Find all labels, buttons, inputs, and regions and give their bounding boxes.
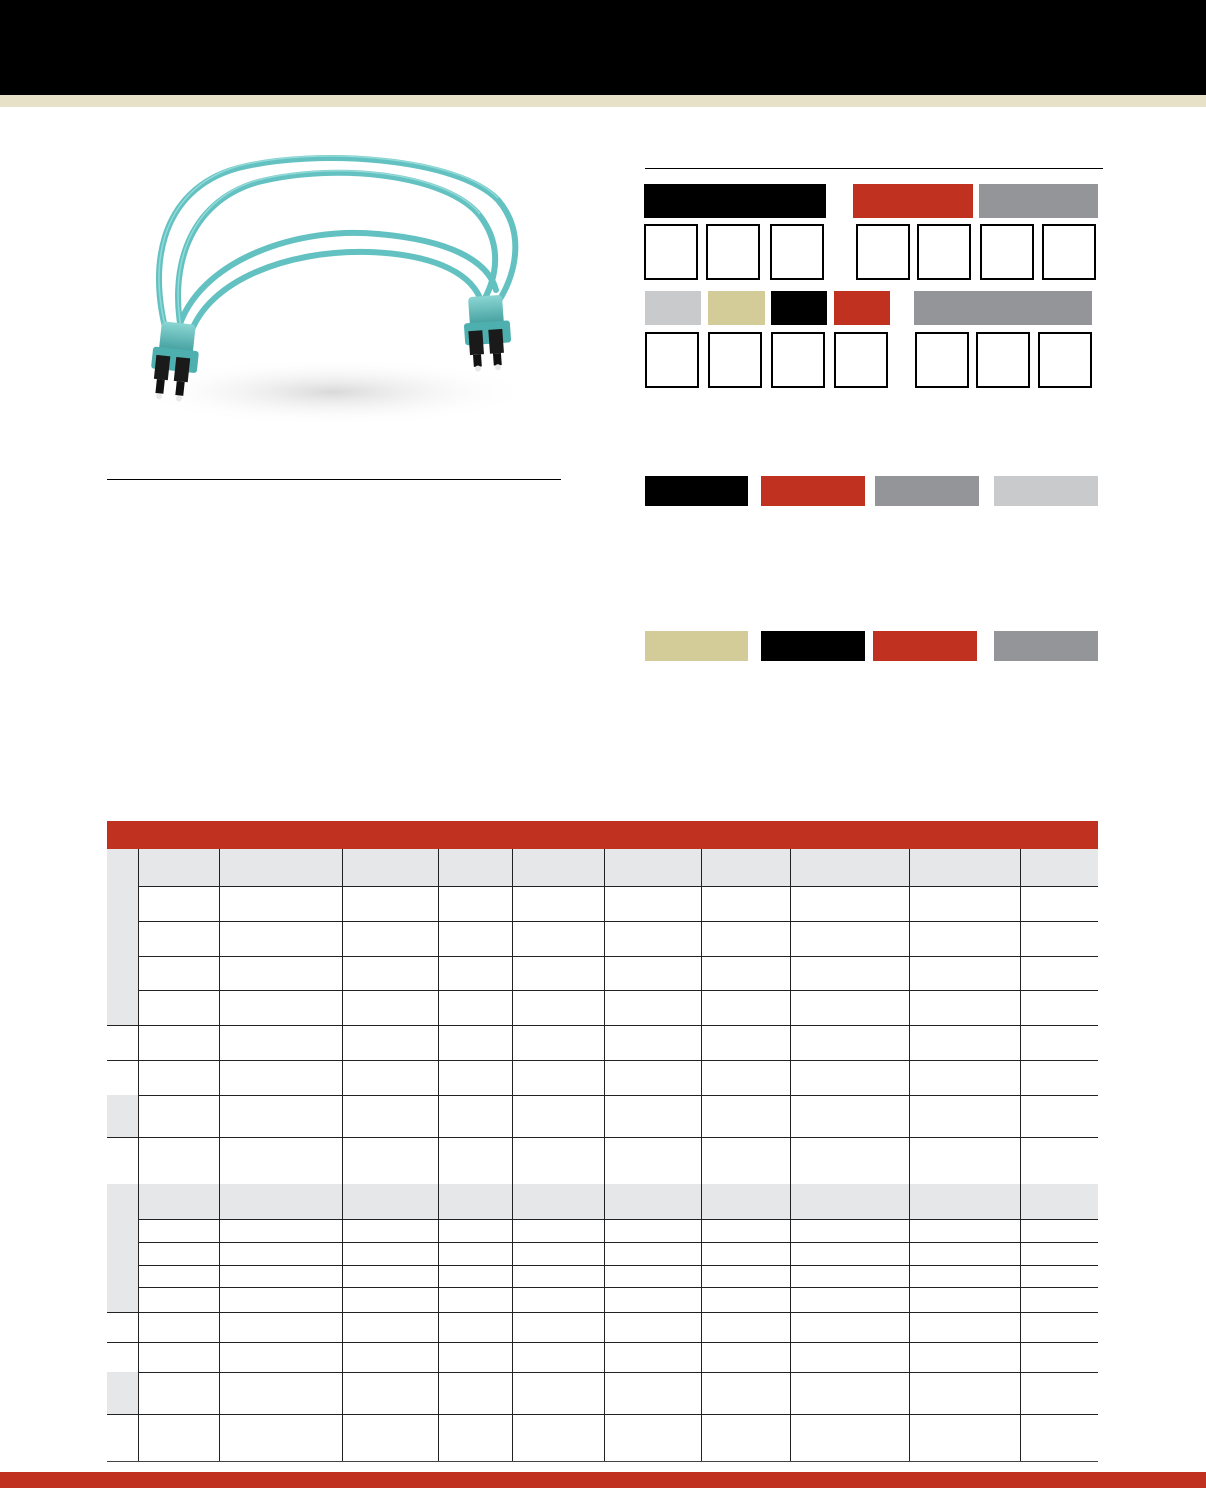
table-row (107, 1025, 1098, 1061)
spec-table-header (107, 821, 1098, 849)
spec-table (107, 849, 1098, 1461)
option-group-header-red (853, 184, 973, 218)
option-box[interactable] (915, 332, 969, 388)
legend-swatch-red (761, 476, 865, 506)
color-swatch-red (834, 291, 890, 325)
row-group-label-cell (107, 1372, 138, 1414)
options-divider (645, 168, 1103, 169)
table-row (107, 1372, 1098, 1415)
option-box[interactable] (834, 332, 888, 388)
option-box[interactable] (645, 332, 699, 388)
description-divider (107, 479, 561, 480)
spec-table-column-header-row (107, 849, 1098, 887)
table-row (107, 1060, 1098, 1096)
table-row (107, 1287, 1098, 1313)
table-row (107, 1342, 1098, 1373)
legend-swatch-black (761, 631, 865, 661)
top-header-bar (0, 0, 1206, 95)
option-box[interactable] (708, 332, 762, 388)
table-row (107, 886, 1098, 922)
header-accent-band (0, 95, 1206, 107)
table-row (107, 1414, 1098, 1462)
footer-bar (0, 1472, 1206, 1488)
option-box[interactable] (770, 224, 824, 280)
option-group-header-gray (979, 184, 1098, 218)
option-group-header-black (644, 184, 826, 218)
legend-swatch-beige (645, 631, 748, 661)
option-box[interactable] (771, 332, 825, 388)
table-row (107, 1095, 1098, 1138)
spec-table-subheader-row (107, 1184, 1098, 1220)
row-group-label-cell (107, 849, 138, 1025)
legend-swatch-light-gray (994, 476, 1098, 506)
legend-swatch-gray (875, 476, 979, 506)
table-row (107, 956, 1098, 991)
table-row (107, 1312, 1098, 1343)
option-group-header-gray (914, 291, 1092, 325)
table-row (107, 990, 1098, 1026)
table-row (107, 1219, 1098, 1243)
option-box[interactable] (706, 224, 760, 280)
legend-swatch-gray (994, 631, 1098, 661)
row-group-label-cell (107, 1095, 138, 1137)
row-group-label-cell (107, 1184, 138, 1312)
option-box[interactable] (644, 224, 698, 280)
legend-swatch-black (645, 476, 748, 506)
option-box[interactable] (980, 224, 1034, 280)
color-swatch-light-gray (645, 291, 701, 325)
color-swatch-beige (708, 291, 765, 325)
fiber-optic-patch-cable-icon (118, 130, 548, 430)
option-box[interactable] (1038, 332, 1092, 388)
product-photo (118, 130, 548, 430)
table-row (107, 921, 1098, 957)
legend-swatch-red (873, 631, 977, 661)
option-box[interactable] (1042, 224, 1096, 280)
table-row (107, 1137, 1098, 1185)
option-box[interactable] (976, 332, 1030, 388)
table-row (107, 1242, 1098, 1266)
table-row (107, 1265, 1098, 1288)
option-box[interactable] (917, 224, 971, 280)
color-swatch-black (771, 291, 827, 325)
option-box[interactable] (856, 224, 910, 280)
